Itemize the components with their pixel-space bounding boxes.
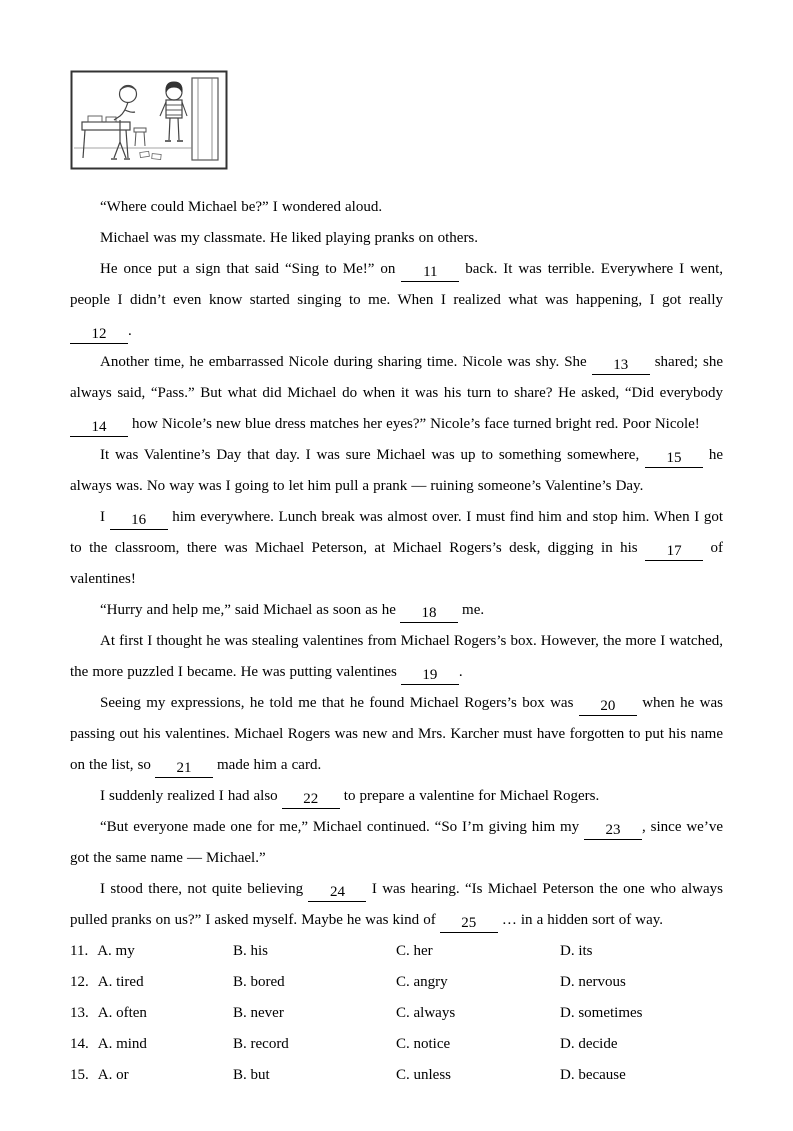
choice-d: D. sometimes xyxy=(560,1005,643,1021)
cloze-blank-16: 16 xyxy=(110,511,168,530)
passage-paragraph: Another time, he embarrassed Nicole during sharing time. Nicole was shy. She 13 shared; she always said, “Pass.” But what did Michael do when it was his turn to share? He asked, “Did everybody 14 how Nicole’s new blue dress matches her eyes?” Nicole’s face turned bright red. Poor Nicole! xyxy=(70,354,723,435)
option-row xyxy=(70,998,723,1029)
choice-d: D. its xyxy=(560,943,593,959)
passage-paragraph: I stood there, not quite believing 24 I was hearing. “Is Michael Peterson the one who always pulled pranks on us?” I asked myself. Maybe he was kind of 25 … in a hidden sort of way. xyxy=(70,881,723,931)
choice-b: B. record xyxy=(233,1036,289,1052)
choice-b: B. his xyxy=(233,943,269,959)
option-row xyxy=(70,1060,723,1091)
passage xyxy=(70,192,723,936)
options-list xyxy=(70,936,723,1091)
cloze-blank-21: 21 xyxy=(155,759,213,778)
option-cell-a xyxy=(70,1060,233,1091)
passage-paragraph: “Where could Michael be?” I wondered aloud. xyxy=(100,199,383,215)
choice-a: A. tired xyxy=(97,974,144,990)
cloze-blank-12: 12 xyxy=(70,325,128,344)
question-number: 14. xyxy=(70,1036,89,1052)
cloze-blank-22: 22 xyxy=(282,790,340,809)
option-cell-a xyxy=(70,967,233,998)
cloze-blank-14: 14 xyxy=(70,418,128,437)
cloze-blank-19: 19 xyxy=(401,666,459,685)
option-row xyxy=(70,1029,723,1060)
cloze-blank-24: 24 xyxy=(308,883,366,902)
choice-c: C. notice xyxy=(396,1036,451,1052)
choice-c: C. her xyxy=(396,943,433,959)
choice-b: B. never xyxy=(233,1005,284,1021)
passage-paragraph: I 16 him everywhere. Lunch break was almost over. I must find him and stop him. When I got to the classroom, there was Michael Peterson, at Michael Rogers’s desk, digging in his 17 of valentines! xyxy=(70,509,723,587)
passage-paragraph: “Hurry and help me,” said Michael as soon as he 18 me. xyxy=(100,602,485,621)
choice-b: B. bored xyxy=(233,974,285,990)
cloze-blank-15: 15 xyxy=(645,449,703,468)
question-number: 11. xyxy=(70,943,89,959)
choice-a: A. or xyxy=(97,1067,129,1083)
cloze-blank-13: 13 xyxy=(592,356,650,375)
option-cell-a xyxy=(70,1029,233,1060)
passage-paragraph: Seeing my expressions, he told me that he found Michael Rogers’s box was 20 when he was passing out his valentines. Michael Rogers was new and Mrs. Karcher must have forgotten to put his name on the list, so 21 made him a card. xyxy=(70,695,723,776)
choice-a: A. my xyxy=(97,943,135,959)
choice-d: D. nervous xyxy=(560,974,626,990)
choice-d: D. because xyxy=(560,1067,626,1083)
choice-d: D. decide xyxy=(560,1036,618,1052)
passage-paragraph: “But everyone made one for me,” Michael continued. “So I’m giving him my 23 , since we’ve got the same name — Michael.” xyxy=(70,819,723,866)
cloze-blank-25: 25 xyxy=(440,914,498,933)
passage-paragraph: I suddenly realized I had also 22 to prepare a valentine for Michael Rogers. xyxy=(100,788,600,807)
question-number: 12. xyxy=(70,974,89,990)
cloze-blank-18: 18 xyxy=(400,604,458,623)
option-cell-a xyxy=(70,936,233,967)
choice-a: A. often xyxy=(97,1005,147,1021)
option-row xyxy=(70,967,723,998)
option-row xyxy=(70,936,723,967)
question-number: 15. xyxy=(70,1067,89,1083)
choice-b: B. but xyxy=(233,1067,270,1083)
choice-c: C. unless xyxy=(396,1067,452,1083)
classroom-cartoon-illustration xyxy=(70,70,228,170)
passage-paragraph: He once put a sign that said “Sing to Me!” on 11 back. It was terrible. Everywhere I went, people I didn’t even know started singing to me. When I realized what was happening, I got really 12 . xyxy=(70,261,723,342)
cloze-blank-17: 17 xyxy=(645,542,703,561)
choice-c: C. angry xyxy=(396,974,448,990)
question-number: 13. xyxy=(70,1005,89,1021)
choice-a: A. mind xyxy=(97,1036,147,1052)
cloze-blank-11: 11 xyxy=(401,263,459,282)
cloze-blank-20: 20 xyxy=(579,697,637,716)
cloze-blank-23: 23 xyxy=(584,821,642,840)
choice-c: C. always xyxy=(396,1005,456,1021)
option-cell-a xyxy=(70,998,233,1029)
passage-paragraph: Michael was my classmate. He liked playing pranks on others. xyxy=(100,230,479,246)
passage-paragraph: It was Valentine’s Day that day. I was sure Michael was up to something somewhere, 15 he always was. No way was I going to let him pull a prank — ruining someone’s Valentine’s Day. xyxy=(70,447,723,494)
passage-paragraph: At first I thought he was stealing valentines from Michael Rogers’s box. However, the more I watched, the more puzzled I became. He was putting valentines 19 . xyxy=(70,633,723,683)
